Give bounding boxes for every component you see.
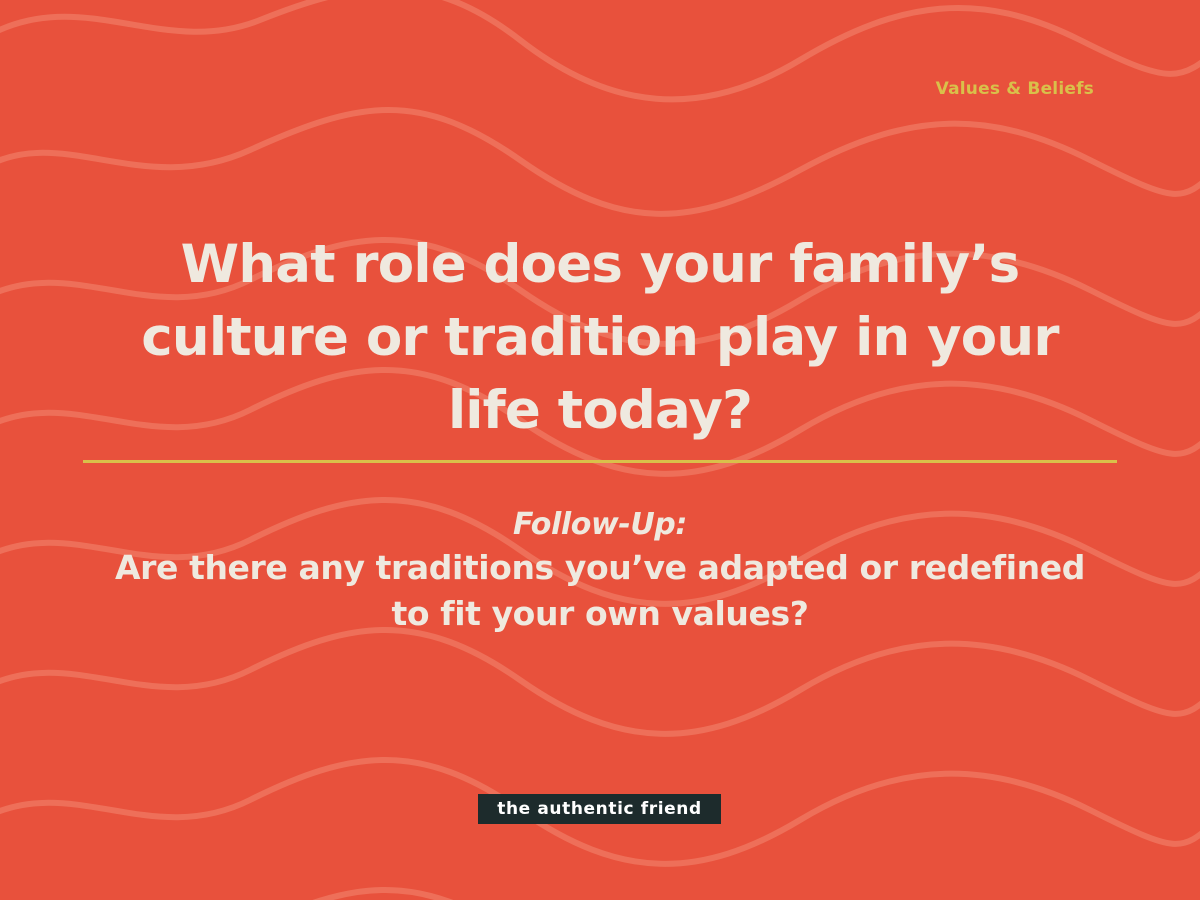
follow-up-section xyxy=(100,505,1100,637)
follow-up-text: Are there any traditions you’ve adapted or redefined to fit your own values? xyxy=(115,548,1085,633)
divider-line xyxy=(83,460,1117,463)
question-text: What role does your family’s culture or tradition play in your life today? xyxy=(141,234,1059,441)
category-label: Values & Beliefs xyxy=(935,79,1094,99)
brand-logo: the authentic friend xyxy=(478,794,721,824)
follow-up-label: Follow-Up: xyxy=(513,507,687,542)
